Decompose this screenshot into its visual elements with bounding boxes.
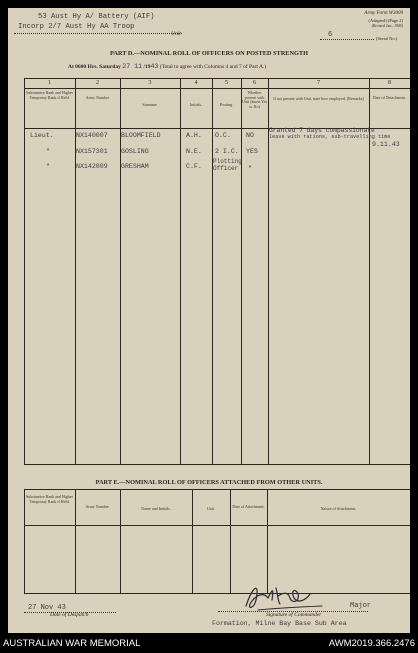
row-1-posting: O.C. bbox=[215, 132, 231, 139]
date-value: 27 11 bbox=[122, 63, 143, 70]
serial-label: (Serial No.) bbox=[376, 36, 398, 41]
dispatch-date: 27 Nov 43 bbox=[28, 604, 66, 612]
commander-rank: Major bbox=[350, 602, 372, 610]
row-1-rank: Lieut. bbox=[30, 132, 54, 139]
col-number-6: 6 bbox=[253, 80, 256, 86]
col-header-army-number: Army Number bbox=[85, 95, 110, 100]
unit-underline bbox=[14, 33, 182, 34]
row-1-number: NX140007 bbox=[76, 132, 108, 139]
col-line-4 bbox=[212, 78, 213, 465]
col-number-7: 7 bbox=[317, 80, 320, 86]
e-col-line-3 bbox=[192, 489, 193, 594]
at-prefix: At 0600 Hrs. Saturday bbox=[68, 64, 121, 70]
col-header-remarks: If not present with Unit, state how employed. (Remarks) bbox=[273, 96, 364, 101]
e-col-header-unit: Unit. bbox=[206, 506, 216, 511]
row-1-initials: A.H. bbox=[186, 132, 202, 139]
col-header-rank: Substantive Rank and Higher Temporary Rank if Held. bbox=[26, 90, 73, 100]
total-note: (Total to agree with Columns 4 and 7 of Part A.) bbox=[159, 64, 267, 70]
e-col-line-2 bbox=[120, 489, 121, 594]
col-number-4: 4 bbox=[194, 80, 198, 86]
caption-bar bbox=[0, 633, 418, 653]
col-header-date: Date of Detachment. bbox=[372, 95, 407, 100]
row-2-posting: 2 I.C. bbox=[215, 148, 239, 155]
col-number-8: 8 bbox=[388, 80, 391, 86]
e-col-header-date: Date of Attachment. bbox=[232, 504, 265, 509]
form-revised: (Revised Jan., 1945) bbox=[371, 24, 403, 28]
col-line-0 bbox=[24, 78, 25, 465]
e-col-header-name: Name and Initials. bbox=[141, 506, 171, 511]
form-adapted: (Adapted) (Page 2) bbox=[368, 18, 403, 23]
row-3-rank: " bbox=[46, 163, 50, 170]
e-col-header-rank: Substantive Rank and Higher Temporary Rank if Held. bbox=[26, 494, 73, 504]
row-3-number: NX142009 bbox=[76, 163, 108, 170]
row-1-remarks-line2: leave with rations, sub-travelling time bbox=[269, 134, 391, 140]
e-col-line-4 bbox=[230, 489, 231, 594]
form-page bbox=[8, 8, 410, 633]
e-table-bottom-border bbox=[24, 593, 410, 594]
dispatch-label: Date of Despatch bbox=[50, 612, 89, 618]
e-table-top-border bbox=[24, 489, 410, 490]
col-number-5: 5 bbox=[225, 80, 228, 86]
signature-label: Signature of Commander bbox=[266, 612, 322, 618]
col-number-1: 1 bbox=[48, 80, 51, 86]
row-2-number: NX157301 bbox=[76, 148, 108, 155]
row-1-remarks-line1: Granted 7 days compassionate bbox=[269, 127, 375, 134]
row-2-surname: GOSLING bbox=[121, 148, 149, 155]
e-col-line-1 bbox=[75, 489, 76, 594]
unit-label: Unit bbox=[171, 31, 181, 37]
caption-right: AWM2019.366.2476 bbox=[328, 638, 415, 649]
row-2-initials: N.E. bbox=[186, 148, 202, 155]
row-1-surname: BLOOMFIELD bbox=[121, 132, 161, 139]
commander-signature bbox=[238, 570, 328, 614]
caption-left: AUSTRALIAN WAR MEMORIAL bbox=[3, 638, 141, 649]
col-header-posting: Posting. bbox=[219, 102, 233, 107]
at-time-line bbox=[68, 63, 266, 70]
part-d-title: PART D.—NOMINAL ROLL OF OFFICERS ON POSTED STRENGTH bbox=[109, 50, 309, 57]
row-1-date: 9.11.43 bbox=[372, 141, 400, 148]
colnum-border bbox=[24, 88, 410, 89]
row-3-posting: Plotting Officer bbox=[213, 158, 242, 172]
serial-underline bbox=[320, 39, 374, 40]
row-2-present: YES bbox=[246, 148, 258, 155]
e-col-header-army-number: Army Number. bbox=[85, 504, 110, 509]
unit-name-line2: Incorp 2/7 Aust Hy AA Troop bbox=[18, 23, 135, 31]
row-2-rank: " bbox=[46, 148, 50, 155]
col-header-initials: Initials. bbox=[189, 102, 203, 107]
col-number-2: 2 bbox=[96, 80, 99, 86]
table-top-border bbox=[24, 78, 410, 79]
year-value: 43 bbox=[150, 63, 159, 70]
col-header-surname: Surname. bbox=[142, 102, 158, 107]
col-number-3: 3 bbox=[148, 80, 152, 86]
row-3-initials: C.F. bbox=[186, 163, 202, 170]
e-col-header-nature: Nature of Attachment. bbox=[320, 506, 357, 511]
row-3-surname: GRESHAM bbox=[121, 163, 149, 170]
form-name: Army Form W3009 bbox=[364, 11, 403, 16]
col-line-5 bbox=[241, 78, 242, 465]
row-1-present: NO bbox=[246, 132, 254, 139]
e-col-line-0 bbox=[24, 489, 25, 594]
col-line-3 bbox=[180, 78, 181, 465]
e-header-bottom-border bbox=[24, 525, 410, 526]
unit-name-line1: 53 Aust Hy A/ Battery (AIF) bbox=[38, 13, 155, 21]
col-header-present: Whether present with Unit (insert Yes or No) bbox=[242, 90, 268, 109]
formation-value: Formation, Milne Bay Base Sub Area bbox=[212, 620, 347, 627]
serial-number: 6 bbox=[328, 31, 333, 39]
table-bottom-border bbox=[24, 464, 410, 465]
row-3-present: " bbox=[248, 165, 252, 172]
year-prefix: /19 bbox=[143, 64, 151, 70]
part-e-title: PART E.—NOMINAL ROLL OF OFFICERS ATTACHED FROM OTHER UNITS. bbox=[95, 479, 323, 486]
